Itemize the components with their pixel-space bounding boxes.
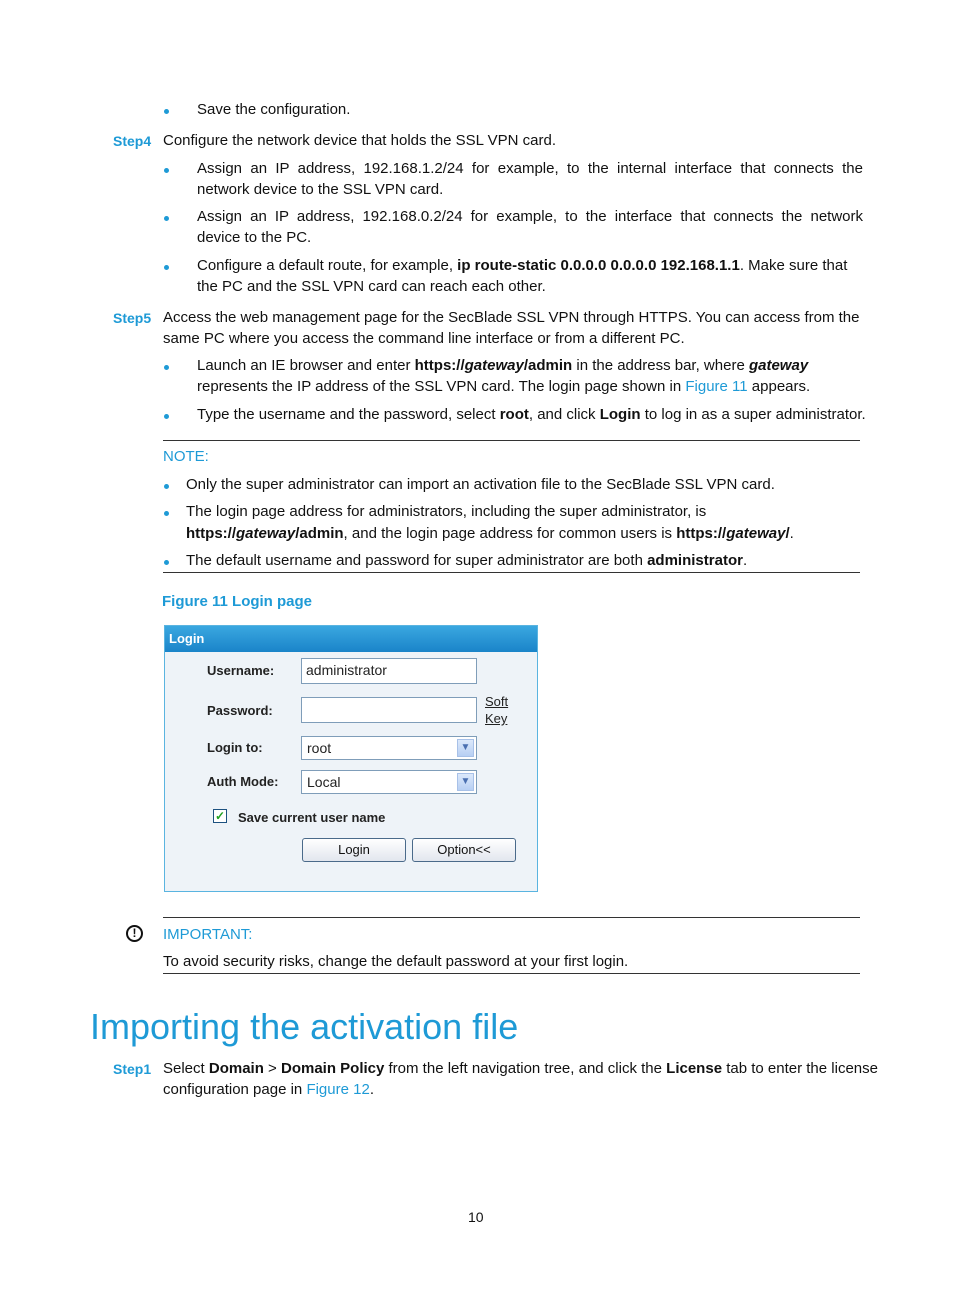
n2-mid: , and the login page address for common users is <box>343 525 677 542</box>
figure12-link[interactable]: Figure 12 <box>306 1081 370 1098</box>
note-item3 <box>186 551 747 571</box>
bullet-dot <box>164 216 169 221</box>
b1-pre: Launch an IE browser and enter <box>197 357 415 374</box>
s1-gt: > <box>263 1060 281 1077</box>
section-heading: Importing the activation file <box>90 1006 519 1047</box>
b1-mid: in the address bar, where <box>572 357 749 374</box>
url-prefix: https:// <box>414 357 465 374</box>
s1-pre: Select <box>163 1060 209 1077</box>
step4-bullet1-line2: network device to the SSL VPN card. <box>197 181 444 198</box>
authmode-label: Auth Mode: <box>207 774 279 789</box>
step5-bullet2 <box>197 405 866 425</box>
chevron-down-icon[interactable]: ▼ <box>457 773 474 791</box>
b3-command: ip route-static 0.0.0.0 0.0.0.0 192.168.1.1 <box>457 257 740 274</box>
n2-gateway: gateway <box>236 525 296 542</box>
password-label: Password: <box>207 703 273 718</box>
note-top-rule <box>163 440 860 441</box>
figure11-link[interactable]: Figure 11 <box>685 378 748 395</box>
page-number: 10 <box>468 1209 484 1225</box>
step1-label: Step1 <box>113 1061 152 1077</box>
n2-gateway2: gateway <box>726 525 786 542</box>
step4-label: Step4 <box>113 133 152 149</box>
step5-label: Step5 <box>113 310 152 326</box>
gateway-term: gateway <box>748 357 809 374</box>
n2-end: . <box>789 525 794 542</box>
chevron-down-icon[interactable]: ▼ <box>457 739 474 757</box>
s1-l2-post: . <box>369 1081 374 1098</box>
n2-url1: https:// <box>186 525 236 542</box>
step4-bullet2-line2: device to the PC. <box>197 229 312 246</box>
password-input[interactable] <box>301 697 477 723</box>
s1-license: License <box>666 1060 723 1077</box>
n2-admin: /admin <box>295 525 344 542</box>
s1-post: tab to enter the license <box>722 1060 878 1077</box>
bullet-dot <box>164 168 169 173</box>
bullet-dot <box>164 265 169 270</box>
softkey-link-line2[interactable]: Key <box>485 711 508 726</box>
url-gateway: gateway <box>464 357 524 374</box>
n3-end: . <box>742 552 748 569</box>
n3-administrator: administrator <box>647 552 743 569</box>
option-button[interactable]: Option<< <box>412 838 516 862</box>
step4-text: Configure the network device that holds the SSL VPN card. <box>163 132 556 149</box>
step4-bullet1-line1: Assign an IP address, 192.168.1.2/24 for example, to the internal interface that connects the <box>197 160 863 177</box>
bullet-dot <box>164 511 169 516</box>
warning-icon: ! <box>126 925 143 942</box>
step5-line2: same PC where you access the command line interface or from a different PC. <box>163 330 685 347</box>
bullet-dot <box>164 484 169 489</box>
figure-caption: Figure 11 Login page <box>162 593 313 610</box>
bullet-save-config: Save the configuration. <box>197 101 351 118</box>
b2-pre: Type the username and the password, select <box>197 406 500 423</box>
bullet-dot <box>164 109 169 114</box>
step1-line2 <box>163 1080 374 1100</box>
step5-bullet1-line2 <box>197 377 810 397</box>
step5-bullet1-line1 <box>197 356 808 376</box>
step4-bullet2-line1: Assign an IP address, 192.168.0.2/24 for example, to the interface that connects the network <box>197 208 863 225</box>
softkey-link-line1[interactable]: Soft <box>485 694 509 709</box>
login-button[interactable]: Login <box>302 838 406 862</box>
important-top-rule <box>163 917 860 918</box>
n2-url3: https:// <box>676 525 727 542</box>
important-title: IMPORTANT: <box>163 926 253 943</box>
loginto-value: root <box>307 740 332 756</box>
save-username-checkbox[interactable]: ✓ <box>214 809 226 823</box>
note-bottom-rule <box>163 572 860 573</box>
login-dialog <box>164 625 538 892</box>
n3-pre: The default username and password for super administrator are both <box>186 552 648 569</box>
s1-domain-policy: Domain Policy <box>280 1060 385 1077</box>
note-item2-line1: The login page address for administrators, including the super administrator, is <box>186 503 707 520</box>
save-username-label: Save current user name <box>238 810 386 825</box>
username-label: Username: <box>207 663 275 678</box>
loginto-select[interactable] <box>301 736 477 760</box>
bullet-dot <box>164 414 169 419</box>
authmode-select[interactable] <box>301 770 477 794</box>
important-bottom-rule <box>163 973 860 974</box>
step4-bullet3-line2: the PC and the SSL VPN card can reach each other. <box>197 278 546 295</box>
b3-pre: Configure a default route, for example, <box>197 257 458 274</box>
dialog-title: Login <box>165 626 537 652</box>
b1-l2-pre: represents the IP address of the SSL VPN card. The login page shown in <box>197 378 686 395</box>
b3-post: . Make sure that <box>739 257 848 274</box>
s1-mid: from the left navigation tree, and click the <box>384 1060 667 1077</box>
url-admin: /admin <box>523 357 573 374</box>
step5-line1: Access the web management page for the SecBlade SSL VPN through HTTPS. You can access from the <box>163 309 860 326</box>
loginto-label: Login to: <box>207 740 263 755</box>
b2-login: Login <box>599 406 641 423</box>
n2-slash: / <box>785 525 790 542</box>
b2-mid: , and click <box>528 406 600 423</box>
b2-root: root <box>499 406 529 423</box>
note-item2-line2 <box>186 524 794 544</box>
step4-bullet3-line1 <box>197 256 847 276</box>
bullet-dot <box>164 560 169 565</box>
note-item1: Only the super administrator can import an activation file to the SecBlade SSL VPN card. <box>186 476 775 493</box>
b1-l2-post: appears. <box>747 378 811 395</box>
username-input[interactable]: administrator <box>301 658 477 684</box>
step1-line1 <box>163 1059 878 1079</box>
authmode-value: Local <box>307 774 341 790</box>
note-title: NOTE: <box>163 448 209 465</box>
s1-domain: Domain <box>208 1060 264 1077</box>
important-text: To avoid security risks, change the default password at your first login. <box>163 953 629 970</box>
b2-post: to log in as a super administrator. <box>640 406 866 423</box>
s1-l2-pre: configuration page in <box>163 1081 307 1098</box>
bullet-dot <box>164 365 169 370</box>
